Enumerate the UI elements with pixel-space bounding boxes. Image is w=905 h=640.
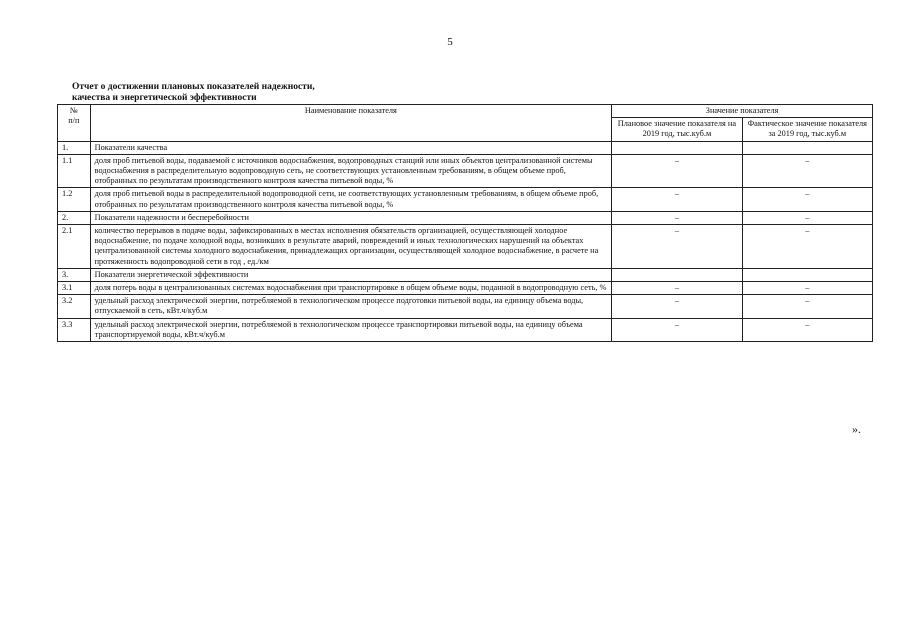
header-number-symbol: №	[69, 106, 78, 115]
row-number: 1.	[58, 141, 91, 154]
row-planned-value: –	[612, 211, 742, 224]
row-number: 3.3	[58, 318, 91, 341]
indicators-table	[57, 104, 873, 342]
row-indicator-name: удельный расход электрической энергии, потребляемой в технологическом процессе подготовки питьевой воды, на единицу объема воды, отпускаемой в сеть, кВт.ч/куб.м	[90, 295, 612, 318]
report-title-line-1: Отчет о достижении плановых показателей надежности,	[72, 82, 315, 92]
row-indicator-name: Показатели качества	[90, 141, 612, 154]
row-planned-value: –	[612, 295, 742, 318]
table-row	[58, 282, 873, 295]
header-number	[58, 105, 91, 142]
table-row	[58, 295, 873, 318]
row-indicator-name: Показатели энергетической эффективности	[90, 268, 612, 281]
table-row	[58, 318, 873, 341]
closing-quote-mark: ».	[852, 422, 861, 436]
row-actual-value: –	[742, 211, 872, 224]
table-row	[58, 268, 873, 281]
table-row	[58, 188, 873, 211]
header-number-abbrev: п/п	[68, 116, 80, 126]
row-planned-value: –	[612, 318, 742, 341]
row-number: 3.1	[58, 282, 91, 295]
row-indicator-name: Показатели надежности и бесперебойности	[90, 211, 612, 224]
report-title	[72, 82, 632, 104]
row-number: 2.	[58, 211, 91, 224]
row-number: 3.	[58, 268, 91, 281]
report-title-line-2: качества и энергетической эффективности	[72, 93, 257, 103]
row-actual-value: –	[742, 295, 872, 318]
header-actual-value: Фактическое значение показателя за 2019 год, тыс.куб.м	[742, 118, 872, 141]
table-row	[58, 225, 873, 269]
row-planned-value: –	[612, 154, 742, 188]
row-planned-value: –	[612, 282, 742, 295]
row-planned-value: –	[612, 225, 742, 269]
row-planned-value	[612, 268, 742, 281]
table-row	[58, 141, 873, 154]
row-indicator-name: доля проб питьевой воды, подаваемой с источников водоснабжения, водопроводных станций или иных объектов централизованной системы водоснабжения в распределительную водопроводную сеть, не соответствующих установленным требованиям, в общем объеме проб, отобранных по результатам производственного контроля качества питьевой воды, %	[90, 154, 612, 188]
row-indicator-name: удельный расход электрической энергии, потребляемой в технологическом процессе транспортировки питьевой воды, на единицу объема транспортируемой воды, кВт.ч/куб.м	[90, 318, 612, 341]
row-number: 1.2	[58, 188, 91, 211]
header-value-group: Значение показателя	[612, 105, 873, 118]
row-actual-value: –	[742, 225, 872, 269]
table-row	[58, 154, 873, 188]
row-planned-value: –	[612, 188, 742, 211]
row-actual-value: –	[742, 154, 872, 188]
row-planned-value	[612, 141, 742, 154]
row-number: 2.1	[58, 225, 91, 269]
table-row	[58, 211, 873, 224]
row-actual-value: –	[742, 282, 872, 295]
row-number: 3.2	[58, 295, 91, 318]
row-indicator-name: доля потерь воды в централизованных системах водоснабжения при транспортировке в общем объеме воды, поданной в водопроводную сеть, %	[90, 282, 612, 295]
header-indicator-name: Наименование показателя	[90, 105, 612, 142]
row-actual-value	[742, 141, 872, 154]
row-indicator-name: количество перерывов в подаче воды, зафиксированных в местах исполнения обязательств организацией, осуществляющей холодное водоснабжение, по подаче холодной воды, возникших в результате аварий, повреждений и иных технологических нарушений на объектах централизованной системы холодного водоснабжения, принадлежащих организации, осуществляющей холодное водоснабжение, в расчете на протяженность водопроводной сети в год , ед./км	[90, 225, 612, 269]
row-number: 1.1	[58, 154, 91, 188]
header-planned-value: Плановое значение показателя на 2019 год, тыс.куб.м	[612, 118, 742, 141]
table-header-row	[58, 105, 873, 118]
row-actual-value	[742, 268, 872, 281]
row-actual-value: –	[742, 318, 872, 341]
row-actual-value: –	[742, 188, 872, 211]
page-number: 5	[447, 36, 453, 48]
row-indicator-name: доля проб питьевой воды в распределительной водопроводной сети, не соответствующих установленным требованиям, в общем объеме проб, отобранных по результатам производственного контроля качества питьевой воды, %	[90, 188, 612, 211]
